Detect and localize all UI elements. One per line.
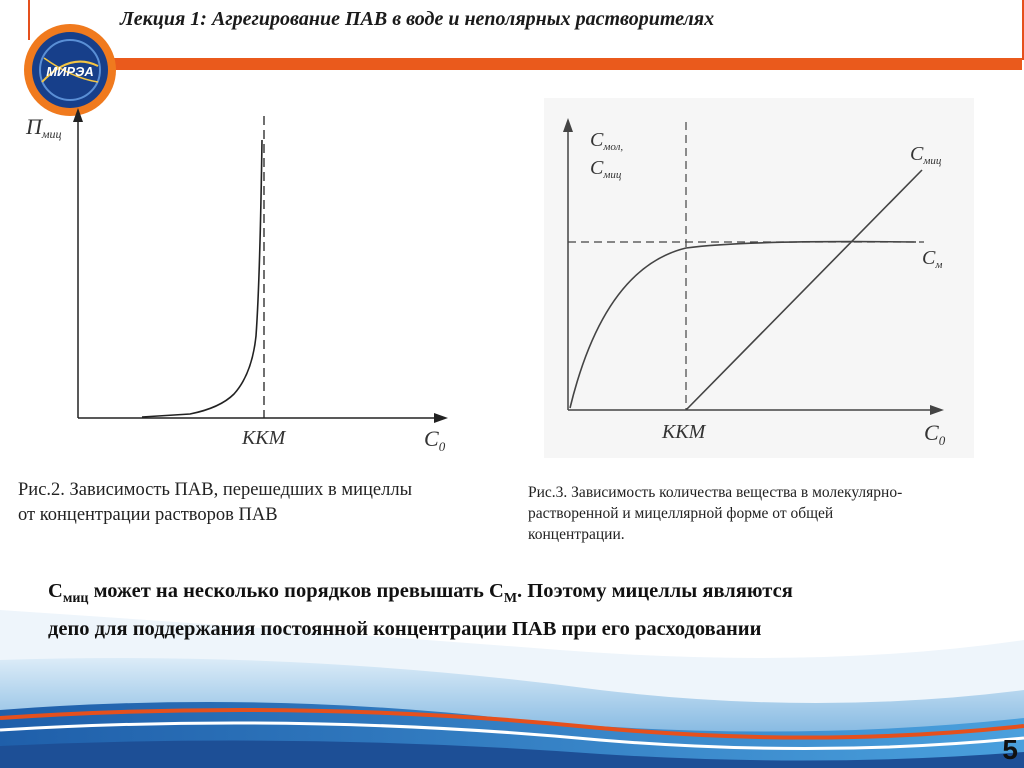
slide-title: Лекция 1: Агрегирование ПАВ в воде и неполярных растворителях [120, 8, 715, 30]
fig3-x-label: $C_0$ [924, 420, 946, 448]
fig3-caption-line2: растворенной и мицеллярной форме от общей [528, 505, 834, 522]
figure-3 [544, 98, 974, 458]
figure-3-caption [528, 482, 1018, 545]
fig3-mol-label: $C_м$ [922, 247, 943, 271]
page-number: 5 [1002, 734, 1018, 765]
fig2-x-arrow [434, 413, 448, 423]
body-text [48, 576, 1008, 644]
body-line-2: депо для поддержания постоянной концентрации ПАВ при его расходовании [48, 618, 762, 641]
fig2-ccm-label: ККМ [242, 427, 286, 449]
fig2-caption-line2: от концентрации растворов ПАВ [18, 505, 278, 525]
body-line-1: $С_{миц}$ может на несколько порядков превышать $С_М$. Поэтому мицеллы являются [48, 580, 793, 607]
fig3-y-label-2: $C_{миц}$ [590, 157, 622, 181]
fig2-y-label: Пмиц [26, 114, 62, 141]
fig2-caption-line1: Рис.2. Зависимость ПАВ, перешедших в мицеллы [18, 480, 413, 500]
fig3-y-label-1: $C_{мол,}$ [590, 129, 624, 153]
fig3-micelle-label: $C_{миц}$ [910, 143, 942, 167]
fig3-caption-line1: Рис.3. Зависимость количества вещества в молекулярно- [528, 484, 903, 501]
fig3-ccm-label: ККМ [662, 421, 706, 443]
logo-text: МИРЭА [46, 64, 94, 79]
title-rule [28, 58, 1022, 70]
figure-2-caption [18, 478, 508, 528]
fig3-caption-line3: концентрации. [528, 526, 625, 543]
fig2-x-label: $C_0$ [424, 426, 446, 454]
fig2-curve [142, 140, 262, 417]
fig2-y-arrow [73, 108, 83, 122]
figure-2 [20, 100, 460, 460]
